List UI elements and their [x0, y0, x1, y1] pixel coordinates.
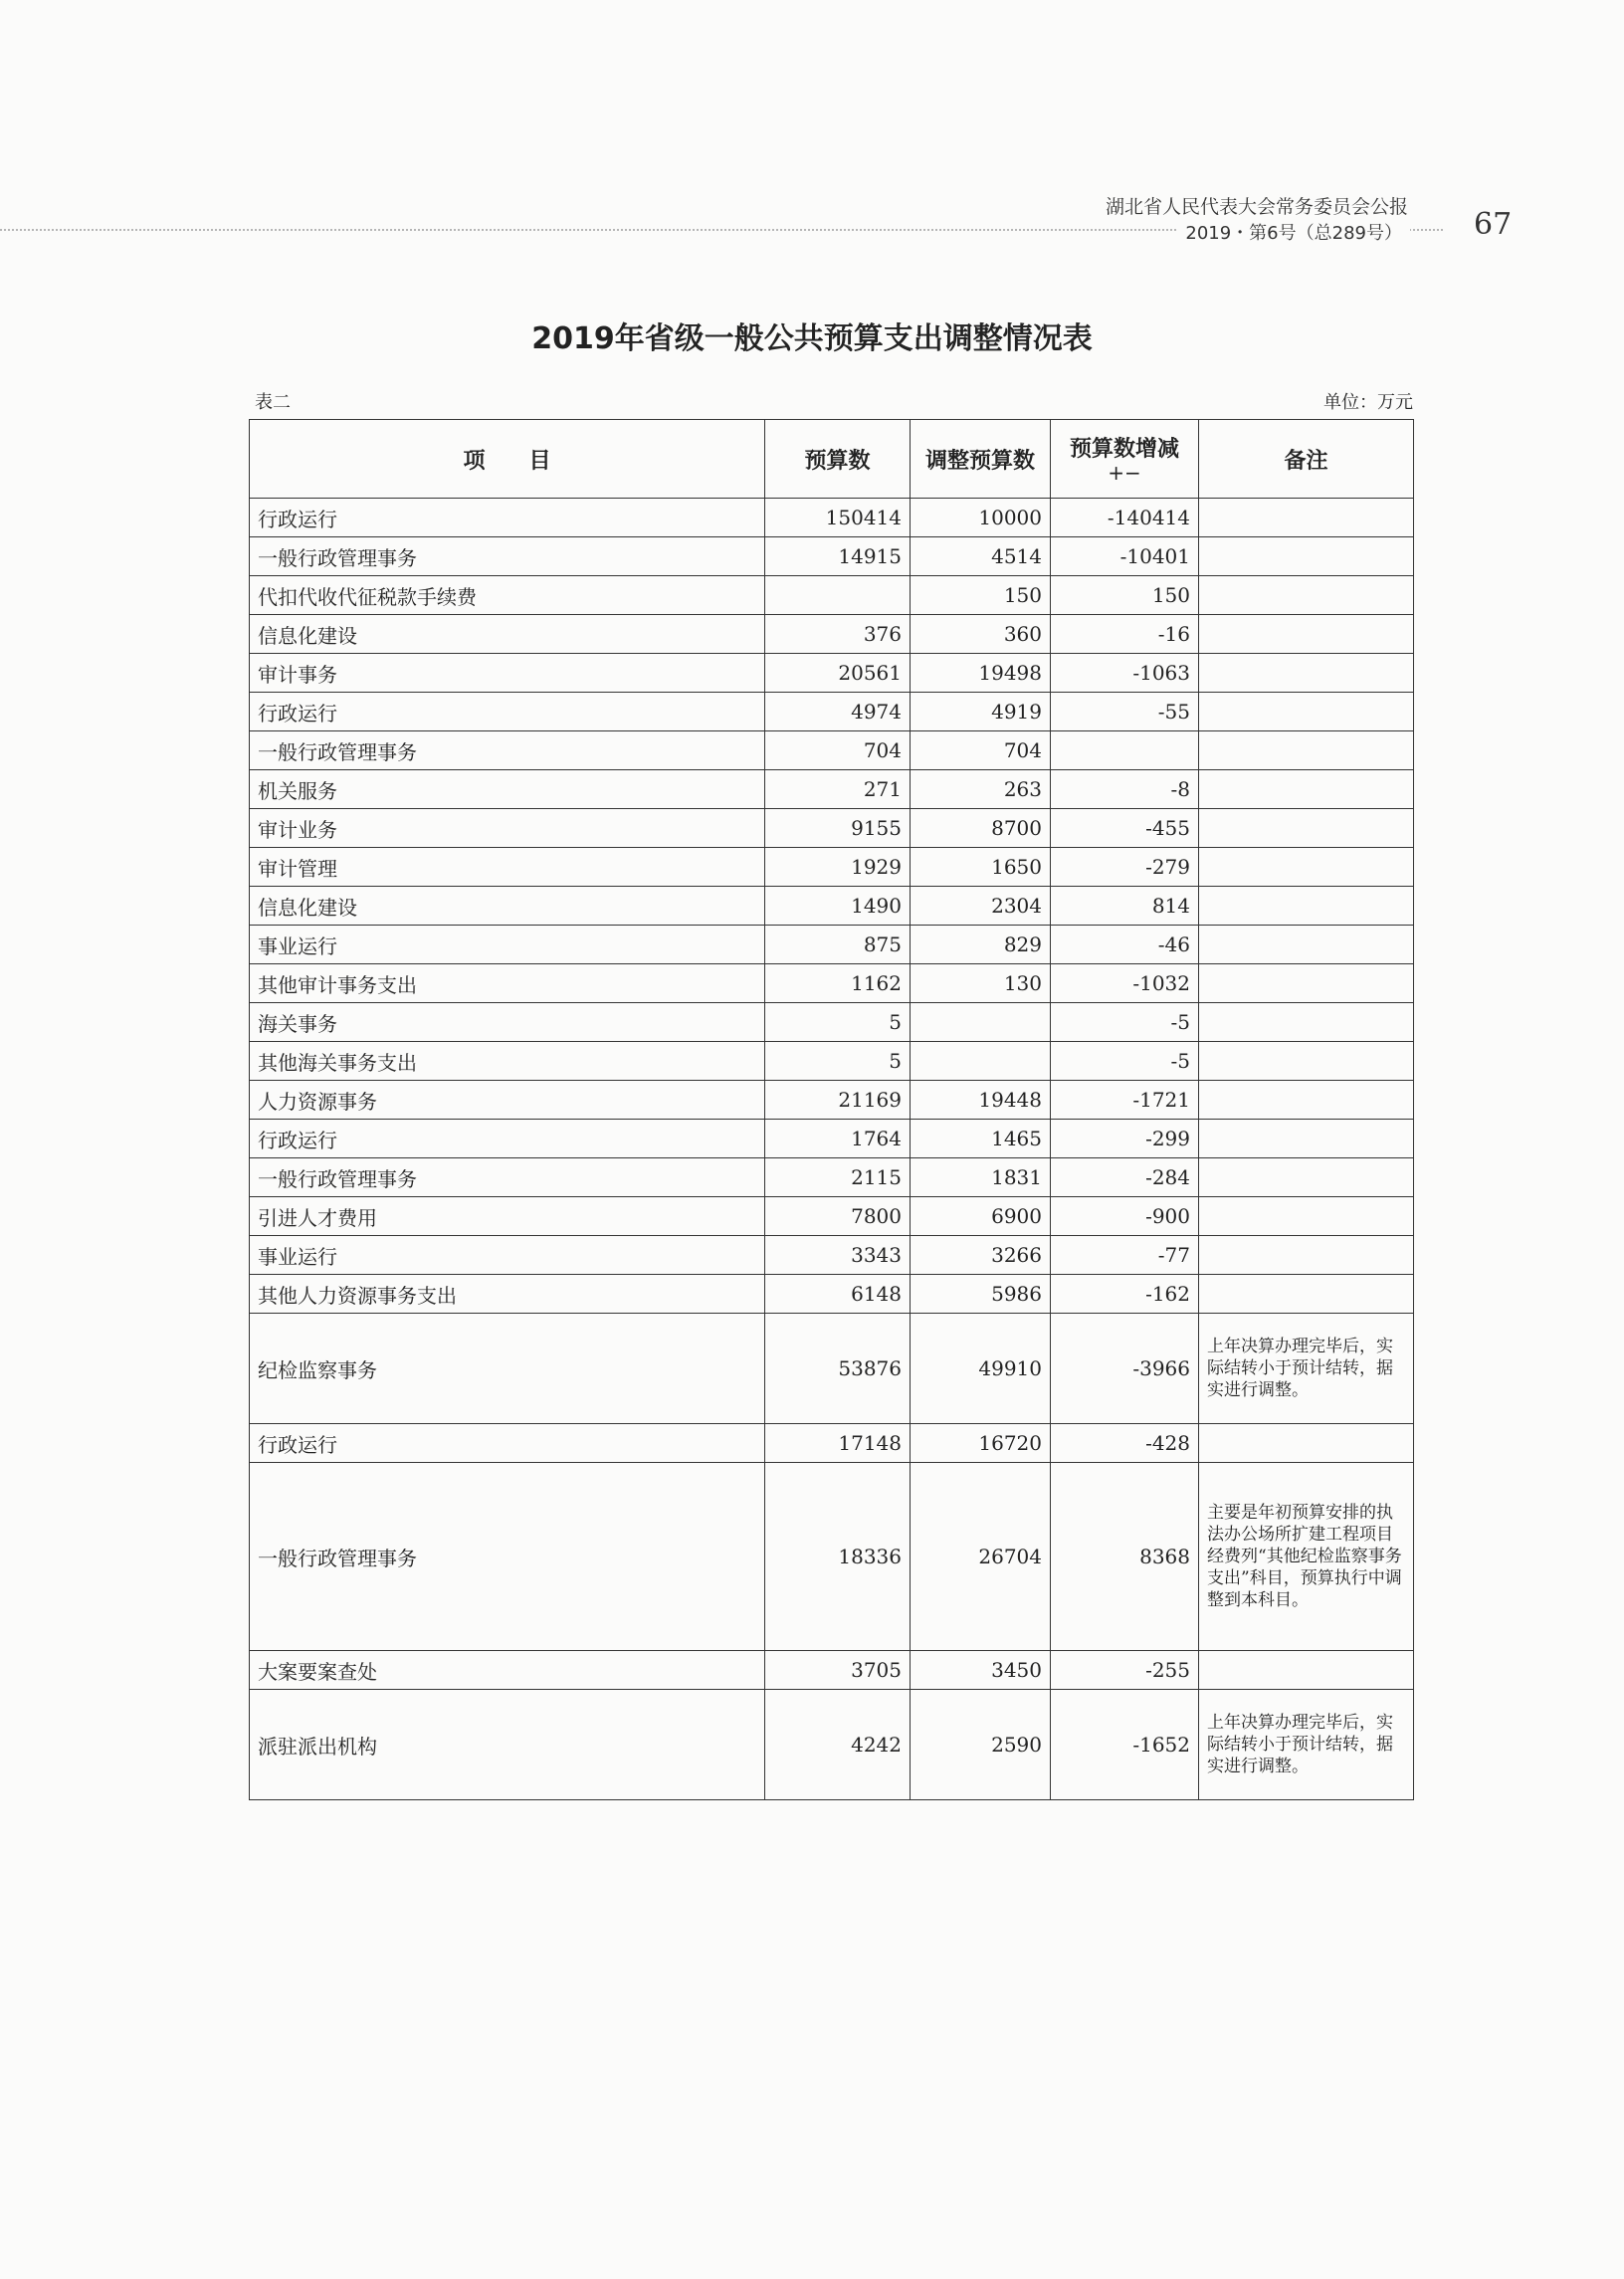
row-note: [1199, 693, 1414, 731]
row-change-value: 150: [1051, 576, 1199, 615]
table-row: [250, 1042, 1414, 1081]
row-note: [1199, 848, 1414, 887]
unit-label: 单位：万元: [1323, 392, 1413, 413]
row-budget-value: 5: [765, 1003, 911, 1042]
row-note: [1199, 1003, 1414, 1042]
row-adjusted-value: 4514: [911, 537, 1051, 576]
row-adjusted-value: 6900: [911, 1197, 1051, 1236]
row-budget-value: 704: [765, 731, 911, 770]
page-number: 67: [1468, 207, 1512, 242]
row-change-value: -299: [1051, 1120, 1199, 1158]
row-item-name: 行政运行: [250, 499, 765, 537]
row-change-value: -455: [1051, 809, 1199, 848]
row-budget-value: 1490: [765, 887, 911, 926]
row-change-value: -140414: [1051, 499, 1199, 537]
row-note: [1199, 499, 1414, 537]
row-change-value: -1063: [1051, 654, 1199, 693]
row-item-name: 审计业务: [250, 809, 765, 848]
row-item-name: 事业运行: [250, 926, 765, 964]
row-budget-value: 53876: [765, 1314, 911, 1424]
row-change-value: -5: [1051, 1042, 1199, 1081]
row-item-name: 审计管理: [250, 848, 765, 887]
row-item-name: 一般行政管理事务: [250, 731, 765, 770]
table-row: [250, 537, 1414, 576]
row-adjusted-value: 1465: [911, 1120, 1051, 1158]
row-note: [1199, 926, 1414, 964]
row-item-name: 一般行政管理事务: [250, 537, 765, 576]
table-row: [250, 1236, 1414, 1275]
row-item-name: 机关服务: [250, 770, 765, 809]
row-change-value: -5: [1051, 1003, 1199, 1042]
table-row: [250, 1463, 1414, 1651]
row-adjusted-value: 16720: [911, 1424, 1051, 1463]
row-item-name: 一般行政管理事务: [250, 1158, 765, 1197]
row-budget-value: 5: [765, 1042, 911, 1081]
row-adjusted-value: 130: [911, 964, 1051, 1003]
row-note: 上年决算办理完毕后，实际结转小于预计结转，据实进行调整。: [1199, 1690, 1414, 1800]
row-note: [1199, 1081, 1414, 1120]
row-item-name: 其他海关事务支出: [250, 1042, 765, 1081]
column-header-change: [1051, 420, 1199, 499]
table-row: [250, 1081, 1414, 1120]
row-budget-value: 4974: [765, 693, 911, 731]
table-row: [250, 615, 1414, 654]
table-row: [250, 654, 1414, 693]
row-adjusted-value: 5986: [911, 1275, 1051, 1314]
column-header-change-sign: +−: [1108, 461, 1141, 485]
row-item-name: 行政运行: [250, 693, 765, 731]
row-item-name: 派驻派出机构: [250, 1690, 765, 1800]
row-item-name: 其他审计事务支出: [250, 964, 765, 1003]
row-item-name: 事业运行: [250, 1236, 765, 1275]
row-change-value: -16: [1051, 615, 1199, 654]
table-row: [250, 809, 1414, 848]
row-note: [1199, 1197, 1414, 1236]
row-budget-value: 2115: [765, 1158, 911, 1197]
row-note: [1199, 537, 1414, 576]
table-row: [250, 1651, 1414, 1690]
row-budget-value: 17148: [765, 1424, 911, 1463]
row-budget-value: 21169: [765, 1081, 911, 1120]
row-adjusted-value: 8700: [911, 809, 1051, 848]
row-adjusted-value: [911, 1003, 1051, 1042]
table-row: [250, 926, 1414, 964]
row-budget-value: 3705: [765, 1651, 911, 1690]
row-item-name: 一般行政管理事务: [250, 1463, 765, 1651]
row-note: [1199, 964, 1414, 1003]
row-budget-value: 1929: [765, 848, 911, 887]
table-row: [250, 576, 1414, 615]
row-adjusted-value: 704: [911, 731, 1051, 770]
row-change-value: -1652: [1051, 1690, 1199, 1800]
row-adjusted-value: 19448: [911, 1081, 1051, 1120]
row-adjusted-value: 49910: [911, 1314, 1051, 1424]
row-item-name: 纪检监察事务: [250, 1314, 765, 1424]
row-change-value: -279: [1051, 848, 1199, 887]
row-item-name: 人力资源事务: [250, 1081, 765, 1120]
row-change-value: -3966: [1051, 1314, 1199, 1424]
row-budget-value: 14915: [765, 537, 911, 576]
row-change-value: 8368: [1051, 1463, 1199, 1651]
column-header-budget: 预算数: [765, 420, 911, 499]
row-item-name: 行政运行: [250, 1120, 765, 1158]
row-change-value: -1032: [1051, 964, 1199, 1003]
row-budget-value: 6148: [765, 1275, 911, 1314]
row-adjusted-value: 19498: [911, 654, 1051, 693]
row-note: 上年决算办理完毕后，实际结转小于预计结转，据实进行调整。: [1199, 1314, 1414, 1424]
row-note: [1199, 1424, 1414, 1463]
table-row: [250, 1120, 1414, 1158]
table-row: [250, 964, 1414, 1003]
table-header-row: [250, 420, 1414, 499]
row-note: [1199, 615, 1414, 654]
row-note: 主要是年初预算安排的执法办公场所扩建工程项目经费列“其他纪检监察事务支出”科目，预算执行中调整到本科目。: [1199, 1463, 1414, 1651]
row-item-name: 信息化建设: [250, 615, 765, 654]
row-budget-value: 376: [765, 615, 911, 654]
row-adjusted-value: [911, 1042, 1051, 1081]
row-item-name: 审计事务: [250, 654, 765, 693]
journal-title: 湖北省人民代表大会常务委员会公报: [1100, 192, 1408, 219]
row-adjusted-value: 26704: [911, 1463, 1051, 1651]
row-adjusted-value: 3266: [911, 1236, 1051, 1275]
row-adjusted-value: 150: [911, 576, 1051, 615]
row-budget-value: 7800: [765, 1197, 911, 1236]
row-adjusted-value: 360: [911, 615, 1051, 654]
row-change-value: -255: [1051, 1651, 1199, 1690]
row-budget-value: 4242: [765, 1690, 911, 1800]
table-body: [250, 499, 1414, 1800]
row-adjusted-value: 3450: [911, 1651, 1051, 1690]
row-adjusted-value: 10000: [911, 499, 1051, 537]
table-row: [250, 1314, 1414, 1424]
row-change-value: [1051, 731, 1199, 770]
issue-label: 2019・第6号（总289号）: [1177, 219, 1410, 245]
row-note: [1199, 576, 1414, 615]
row-note: [1199, 1120, 1414, 1158]
row-note: [1199, 654, 1414, 693]
table-tag: 表二: [255, 392, 291, 413]
row-item-name: 其他人力资源事务支出: [250, 1275, 765, 1314]
row-change-value: 814: [1051, 887, 1199, 926]
row-item-name: 大案要案查处: [250, 1651, 765, 1690]
table-row: [250, 1003, 1414, 1042]
column-header-change-label: 预算数增减: [1069, 437, 1179, 462]
row-change-value: -55: [1051, 693, 1199, 731]
row-adjusted-value: 2590: [911, 1690, 1051, 1800]
row-budget-value: 1764: [765, 1120, 911, 1158]
row-adjusted-value: 1650: [911, 848, 1051, 887]
table-row: [250, 693, 1414, 731]
table-row: [250, 1158, 1414, 1197]
table-row: [250, 848, 1414, 887]
row-change-value: -900: [1051, 1197, 1199, 1236]
row-note: [1199, 1236, 1414, 1275]
table-row: [250, 1690, 1414, 1800]
row-adjusted-value: 1831: [911, 1158, 1051, 1197]
row-note: [1199, 887, 1414, 926]
row-budget-value: 875: [765, 926, 911, 964]
row-item-name: 信息化建设: [250, 887, 765, 926]
table-row: [250, 770, 1414, 809]
row-adjusted-value: 2304: [911, 887, 1051, 926]
row-note: [1199, 1651, 1414, 1690]
row-budget-value: 18336: [765, 1463, 911, 1651]
row-note: [1199, 809, 1414, 848]
row-item-name: 引进人才费用: [250, 1197, 765, 1236]
table-row: [250, 1197, 1414, 1236]
row-change-value: -162: [1051, 1275, 1199, 1314]
table-row: [250, 1424, 1414, 1463]
row-change-value: -46: [1051, 926, 1199, 964]
column-header-note: 备注: [1199, 420, 1414, 499]
row-note: [1199, 1042, 1414, 1081]
row-change-value: -10401: [1051, 537, 1199, 576]
page-title: 2019年省级一般公共预算支出调整情况表: [531, 321, 1093, 356]
row-budget-value: 271: [765, 770, 911, 809]
row-change-value: -428: [1051, 1424, 1199, 1463]
row-budget-value: 1162: [765, 964, 911, 1003]
row-budget-value: [765, 576, 911, 615]
row-item-name: 行政运行: [250, 1424, 765, 1463]
budget-table: [249, 419, 1414, 1800]
row-budget-value: 20561: [765, 654, 911, 693]
column-header-item: 项 目: [250, 420, 765, 499]
row-item-name: 海关事务: [250, 1003, 765, 1042]
row-adjusted-value: 829: [911, 926, 1051, 964]
row-adjusted-value: 263: [911, 770, 1051, 809]
row-note: [1199, 1275, 1414, 1314]
row-change-value: -1721: [1051, 1081, 1199, 1120]
row-note: [1199, 1158, 1414, 1197]
row-adjusted-value: 4919: [911, 693, 1051, 731]
row-note: [1199, 731, 1414, 770]
table-row: [250, 1275, 1414, 1314]
row-item-name: 代扣代收代征税款手续费: [250, 576, 765, 615]
table-row: [250, 499, 1414, 537]
row-change-value: -284: [1051, 1158, 1199, 1197]
column-header-adjusted: 调整预算数: [911, 420, 1051, 499]
row-budget-value: 9155: [765, 809, 911, 848]
row-budget-value: 3343: [765, 1236, 911, 1275]
row-budget-value: 150414: [765, 499, 911, 537]
table-row: [250, 887, 1414, 926]
row-note: [1199, 770, 1414, 809]
table-row: [250, 731, 1414, 770]
row-change-value: -8: [1051, 770, 1199, 809]
row-change-value: -77: [1051, 1236, 1199, 1275]
